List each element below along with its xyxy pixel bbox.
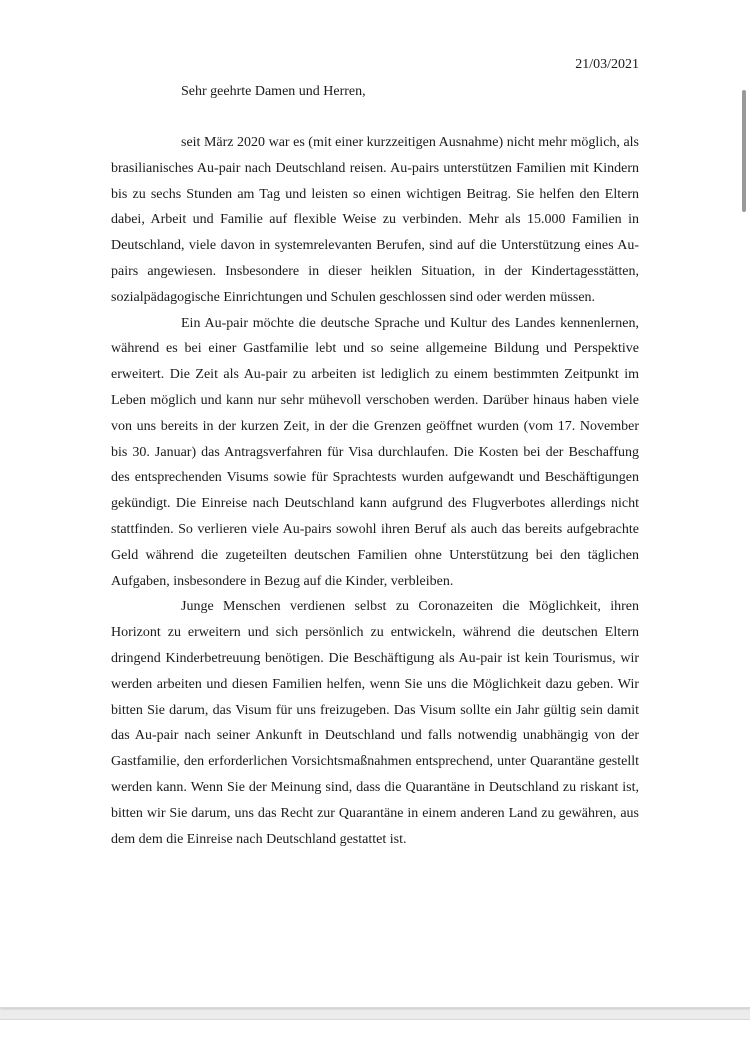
letter-paragraph: Ein Au-pair möchte die deutsche Sprache und Kultur des Landes kennenlernen, während es bei einer Gastfamilie lebt und so seine allgemeine Bildung und Perspektive erweitert. Die Zeit als Au-pair zu arbeiten ist lediglich zu einem bestimmten Zeitpunkt im Leben möglich und kann nur sehr mühevoll verschoben werden. Darüber hinaus haben viele von uns bereits in der kurzen Zeit, in der die Grenzen geöffnet wurden (vom 17. November bis 30. Januar) das Antragsverfahren für Visa durchlaufen. Die Kosten bei der Beschaffung des entsprechenden Visums sowie für Sprachtests wurden aufgewandt und Beschäftigungen gekündigt. Die Einreise nach Deutschland kann aufgrund des Flugverbotes allerdings nicht stattfinden. So verlieren viele Au-pairs sowohl ihren Beruf als auch das bereits aufgebrachte Geld während die zugeteilten deutschen Familien ohne Unterstützung bei den täglichen Aufgaben, insbesondere in Bezug auf die Kinder, verbleiben.	[111, 315, 639, 589]
next-document-page	[0, 1019, 750, 1038]
letter-paragraph: Junge Menschen verdienen selbst zu Coronazeiten die Möglichkeit, ihren Horizont zu erweitern und sich persönlich zu entwickeln, während die deutschen Eltern dringend Kinderbetreuung benötigen. Die Beschäftigung als Au-pair ist kein Tourismus, wir werden arbeiten und diesen Familien helfen, wenn Sie uns die Möglichkeit dazu geben. Wir bitten Sie darum, das Visum für uns freizugeben. Das Visum sollte ein Jahr gültig sein damit das Au-pair nach seiner Ankunft in Deutschland und falls notwendig unabhängig von der Gastfamilie, den erforderlichen Vorsichtsmaßnahmen entsprechend, unter Quarantäne gestellt werden kann. Wenn Sie der Meinung sind, dass die Quarantäne in Deutschland zu riskant ist, bitten wir Sie darum, uns das Recht zur Quarantäne in einem anderen Land zu gewähren, aus dem dem die Einreise nach Deutschland gestattet ist.	[111, 599, 639, 847]
letter-paragraph: seit März 2020 war es (mit einer kurzzeitigen Ausnahme) nicht mehr möglich, als brasilianisches Au-pair nach Deutschland reisen. Au-pairs unterstützen Familien mit Kindern bis zu sechs Stunden am Tag und leisten so einen wichtigen Beitrag. Sie helfen den Eltern dabei, Arbeit und Familie auf flexible Weise zu verbinden. Mehr als 15.000 Familien in Deutschland, viele davon in systemrelevanten Berufen, sind auf die Unterstützung eines Au-pairs angewiesen. Insbesondere in dieser heiklen Situation, in der Kindertagesstätten, sozialpädagogische Einrichtungen und Schulen geschlossen sind oder werden müssen.	[111, 135, 639, 305]
vertical-scrollbar[interactable]	[742, 90, 746, 212]
letter-body	[111, 130, 639, 852]
letter-salutation: Sehr geehrte Damen und Herren,	[181, 84, 366, 99]
letter-date: 21/03/2021	[575, 57, 639, 72]
